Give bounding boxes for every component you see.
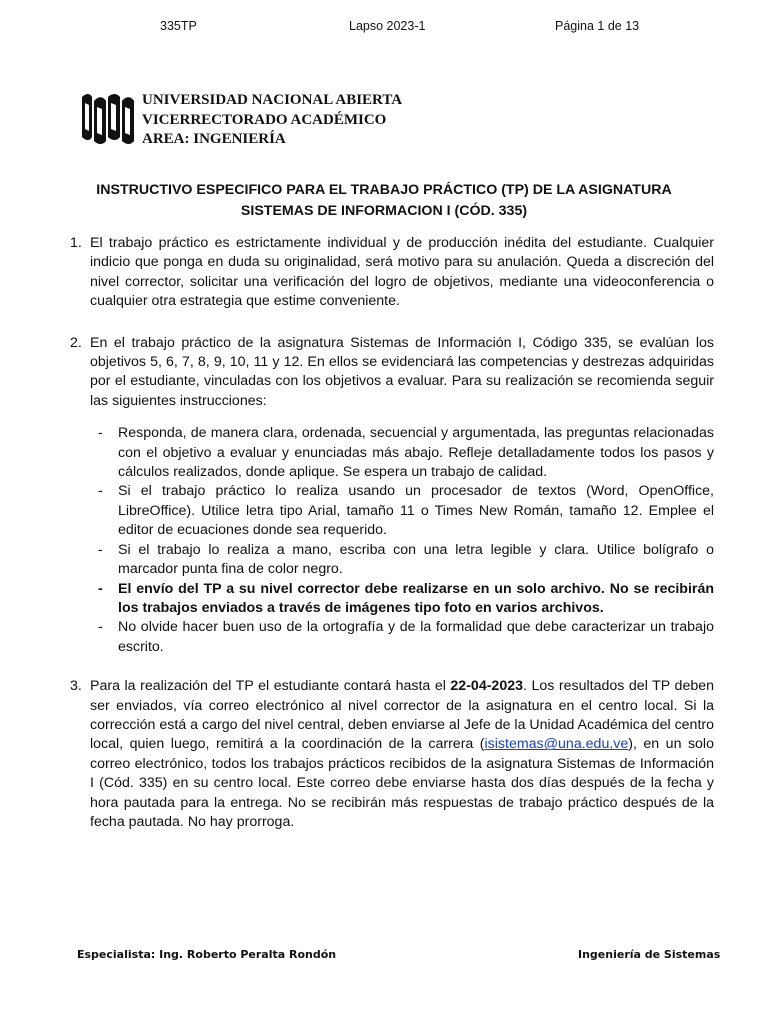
bullet-dash: - <box>98 541 103 558</box>
instructions <box>70 234 714 832</box>
bullet-dash: - <box>98 425 103 442</box>
bullet-item-bold <box>98 580 714 619</box>
specialist-name: Especialista: Ing. Roberto Peralta Rondón <box>77 948 337 961</box>
deadline-date: 22-04-2023 <box>450 678 523 695</box>
item-number: 1. <box>70 235 82 251</box>
item-text <box>90 677 714 832</box>
page-number: Página 1 de 13 <box>555 19 640 33</box>
bullet-dash: - <box>98 483 103 500</box>
bullet-text: El envío del TP a su nivel corrector debe realizarse en un solo archivo. No se recibirán los trabajos enviados a través de imágenes tipo foto en varios archivos. <box>118 580 714 616</box>
area-label: AREA: INGENIERÍA <box>142 131 286 147</box>
una-logo-icon <box>80 93 135 145</box>
bullet-text: Si el trabajo lo realiza a mano, escriba con una letra legible y clara. Utilice bolígrafo o marcador punta fina de color negro. <box>118 541 714 578</box>
bullet-item <box>98 424 714 482</box>
term-label: Lapso 2023-1 <box>349 19 426 33</box>
bullet-dash: - <box>98 580 103 597</box>
vicerrectorado: VICERRECTORADO ACADÉMICO <box>142 111 387 128</box>
email-link[interactable]: isistemas@una.edu.ve <box>484 736 629 753</box>
bullet-text: Responda, de manera clara, ordenada, secuencial y argumentada, las preguntas relacionadas con el objetivo a evaluar y enunciadas más abajo. Refleje detalladamente todos los pasos y cálculos realizados, donde aplique. Se espera un trabajo de calidad. <box>118 425 714 481</box>
title-line-2: SISTEMAS DE INFORMACION I (CÓD. 335) <box>240 203 528 219</box>
bullet-item <box>98 482 714 540</box>
bullet-item <box>98 541 714 580</box>
item-text-b: . Los resultados del TP deben ser enviados, vía correo electrónico al nivel corrector de la asignatura en el centro local. Si la corrección está a cargo del nivel central, deben enviarse al Jefe de la Unidad Académica del centro local, quien luego, remitirá a la coordinación de la carrera ( <box>90 678 714 753</box>
bullet-text: No olvide hacer buen uso de la ortografía y de la formalidad que debe caracterizar un trabajo escrito. <box>118 619 714 655</box>
bullet-text: Si el trabajo práctico lo realiza usando un procesador de textos (Word, OpenOffice, LibreOffice). Utilice letra tipo Arial, tamaño 11 o Times New Román, tamaño 12. Emplee el editor de ecuaciones donde sea requerido. <box>118 483 714 539</box>
item-number: 2. <box>70 334 82 351</box>
bullet-dash: - <box>98 619 103 636</box>
item-number: 3. <box>70 678 82 695</box>
instruction-item <box>70 334 714 658</box>
bullet-item <box>98 618 714 657</box>
instruction-item <box>70 234 714 312</box>
item-text: En el trabajo práctico de la asignatura Sistemas de Información I, Código 335, se evalúan los objetivos 5, 6, 7, 8, 9, 10, 11 y 12. En ellos se evidenciará las competencias y destrezas adquiridas por el estudiante, vinculadas con los objetivos a evaluar. Para su realización se recomienda seguir las siguientes instrucciones: <box>90 334 714 409</box>
item-text: El trabajo práctico es estrictamente individual y de producción inédita del estudiante. Cualquier indicio que ponga en duda su originalidad, será motivo para su anulación. Queda a discreción del nivel corrector, solicitar una verificación del logro de objetivos, mediante una videoconferencia o cualquier otra estrategia que estime conveniente. <box>90 235 714 310</box>
item-text-a: Para la realización del TP el estudiante contará hasta el <box>90 678 451 695</box>
title-line-1: INSTRUCTIVO ESPECIFICO PARA EL TRABAJO PRÁCTICO (TP) DE LA ASIGNATURA <box>96 182 672 198</box>
item-text-c: ), en un solo correo electrónico, todos los trabajos prácticos recibidos de la asignatura Sistemas de Información I (Cód. 335) en su centro local. Este correo debe enviarse hasta dos días después de la fecha y hora pautada para la entrega. No se recibirán más respuestas de trabajo práctico después de la fecha pautada. No hay prorroga. <box>90 736 714 830</box>
institution-block <box>142 91 402 150</box>
instruction-bullets <box>90 424 714 657</box>
course-code: 335TP <box>160 19 197 33</box>
document-title <box>90 180 678 222</box>
department-name: Ingeniería de Sistemas <box>578 948 721 961</box>
institution-name: UNIVERSIDAD NACIONAL ABIERTA <box>142 92 403 108</box>
instruction-item <box>70 677 714 832</box>
